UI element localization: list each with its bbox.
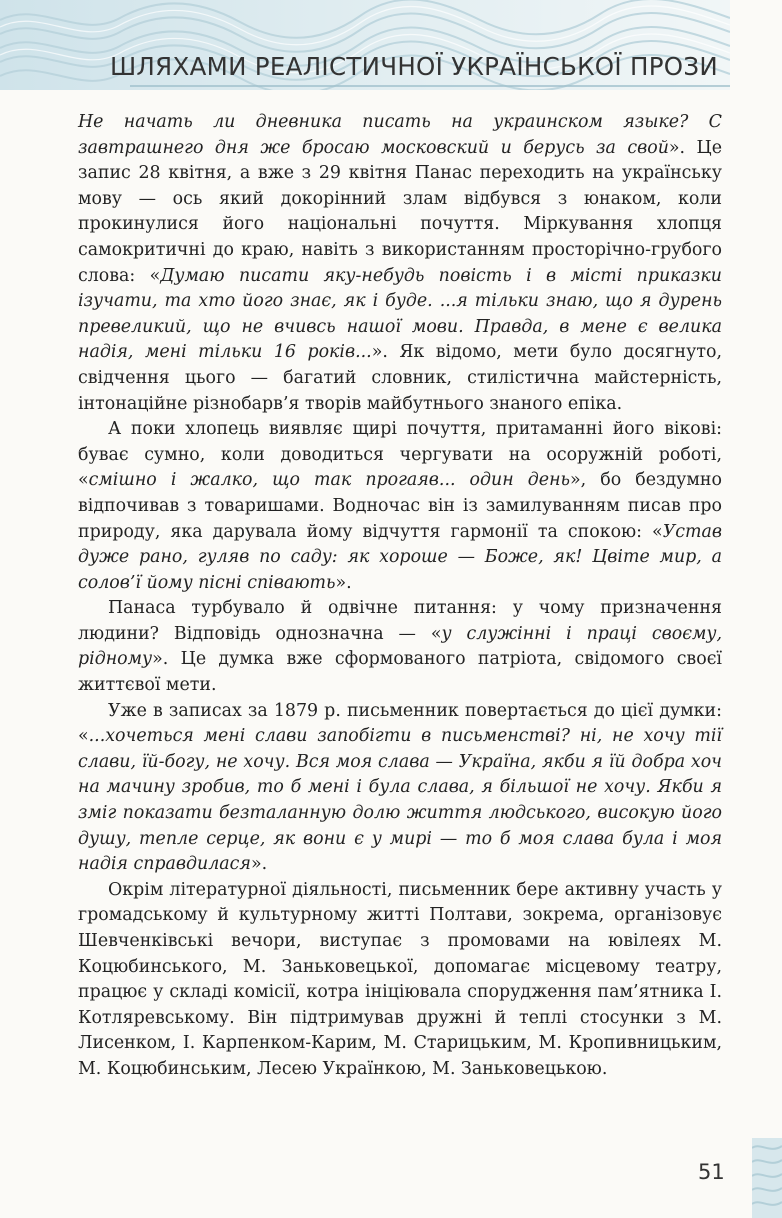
paragraph [78, 878, 722, 1083]
paragraph-text: ». [335, 572, 352, 593]
main-text [78, 110, 722, 1083]
quoted-text: смішно і жалко, що так прогаяв... один день [88, 470, 570, 491]
paragraph-text: Панаса турбувало й одвічне питання: у чому призначення людини? Відповідь однозначна — « [78, 598, 722, 644]
quoted-text: Устав дуже рано, гуляв по саду: як хороше — Боже, як! Цвіте мир, а солов’ї йому пісні співають [78, 521, 722, 593]
quoted-text: Не начать ли дневника писать на украинском языке? С завтрашнего дня же бросаю московский и берусь за свой [78, 112, 722, 158]
paragraph-text: », бо бездумно відпочивав з товаришами. Водночас він із замилуванням писав про природу, яка дарувала йому відчуття гармонії та спокою: « [78, 470, 722, 542]
paragraph-text: ». Це думка вже сформованого патріота, свідомого своєї життєвої мети. [78, 649, 722, 696]
paragraph-text: А поки хлопець виявляє щирі почуття, притаманні його вікові: буває сумно, коли доводиться чергувати на осоружній роботі, « [78, 419, 722, 491]
page-header [0, 0, 730, 90]
paragraph-text: ». [250, 854, 268, 875]
page-edge-tab [752, 1138, 782, 1218]
paragraph-text: Окрім літературної діяльності, письменник бере активну участь у громадському й культурному житті Полтави, зокрема, організовує Шевченківські вечори, виступає з промовами на ювілеях М. Коцюбинського, М. Заньковецької, допомагає місцевому театру, працює у складі комісії, котра ініціювала спорудження пам’ятника І. Котляревському. Він підтримував дружні й теплі стосунки з М. Лисенком, І. Карпенком-Карим, М. Старицьким, М. Кропивницьким, М. Коцюбинським, Лесею Українкою, М. Заньковецькою. [78, 879, 722, 1079]
paragraph-text: Уже в записах за 1879 р. письменник повертається до цієї думки: « [78, 700, 722, 747]
paragraph [78, 699, 722, 878]
paragraph [78, 596, 722, 698]
paragraph-text: ». Це запис 28 квітня, а вже з 29 квітня Панас переходить на українську мову — ось який докорінний злам відбувся з юнаком, коли прокинулися його національні почуття. Міркування хлопця самокритичні до краю, навіть з використанням просторічно-грубого слова: « [78, 137, 722, 286]
paragraph [78, 417, 722, 596]
quoted-text: Думаю писати яку-небудь повість і в місті приказки ізучати, та хто його знає, як і буде. ...я тільки знаю, що я дурень превеликий, що не вчивсь нашої мови. Правда, в мене є велика надія, мені тільки 16 років... [78, 265, 722, 363]
quoted-text: у служінні і праці своєму, рідному [78, 623, 722, 670]
running-header-title: ШЛЯХАМИ РЕАЛІСТИЧНОЇ УКРАЇНСЬКОЇ ПРОЗИ [109, 52, 718, 81]
quoted-text: ...хочеться мені слави запобігти в письменстві? ні, не хочу тії слави, їй-богу, не хочу. Вся моя слава — Україна, якби я їй добра хоч на мачину зробив, то б мені і була слава, я більшої не хочу. Якби я зміг показати безталанную долю життя людського, високую його душу, тепле серце, як вони є у мирі — то б моя слава була і моя надія справдилася [78, 726, 722, 875]
paragraph [78, 110, 722, 417]
page-number: 51 [698, 1160, 725, 1184]
paragraph-text: ». Як відомо, мети було досягнуто, свідчення цього — багатий словник, стилістична майстерність, інтонаційне різнобарв’я творів майбутнього знаного епіка. [78, 342, 722, 414]
